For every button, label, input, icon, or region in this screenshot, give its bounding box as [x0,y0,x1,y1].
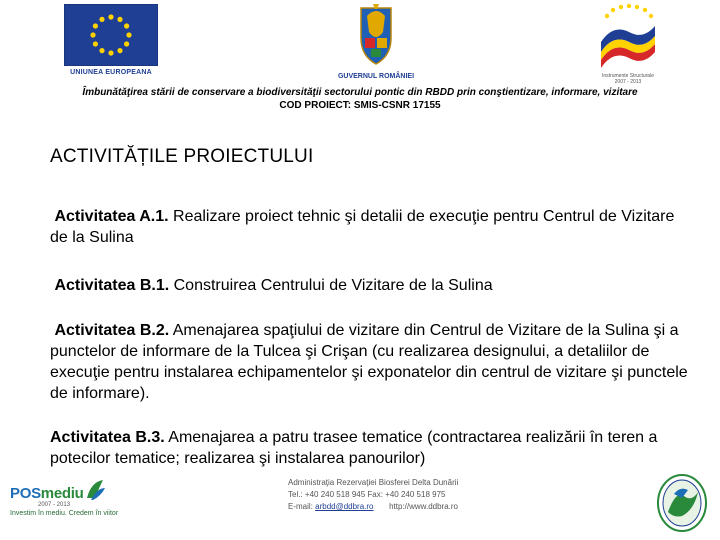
activity-label: Activitatea B.2. [54,322,170,339]
gov-caption: GUVERNUL ROMÂNIEI [337,73,415,80]
posmediu-wordmark [10,485,83,502]
structural-instruments-logo [588,2,668,88]
project-title: Îmbunătăţirea stării de conservare a biodiversităţii sectorului pontic din RBDD prin conştientizare, informare, vizitare [82,87,638,98]
posmediu-slogan: Investim în mediu. Credem în viitor [10,510,119,517]
posmediu-mediu: mediu [40,485,84,502]
activity-text: Amenajarea spaţiului de vizitare din Centrul de Vizitare de la Sulina şi a punctelor de informare de la Tulcea şi Crişan (cu realizarea designului, a detaliilor de execuţie pentru instalarea echipamentelor şi exponatelor din centrul de vizitare şi punctele de informare). [50,322,688,402]
activity-text: Amenajarea a patru trasee tematice (contractarea realizării în teren a potecilor tematice; realizarea şi instalarea panourilor) [50,429,658,467]
gov-logo [326,2,426,82]
romania-coat-of-arms-icon [353,2,399,66]
posmediu-years: 2007 - 2013 [38,502,71,508]
inst-caption-line1: Instrumente Structurale [602,73,654,79]
structural-instruments-icon [593,2,663,68]
org-name: Administraţia Rezervaţiei Biosferei Delta Dunării [288,478,459,487]
page-title: ACTIVITĂȚILE PROIECTULUI [50,146,314,167]
activity-text: Construirea Centrului de Vizitare de la Sulina [169,277,493,294]
phone-fax: Tel.: +40 240 518 945 Fax: +40 240 518 975 [288,490,446,499]
activity-a1 [50,206,690,248]
activity-b1 [50,275,690,296]
activity-label: Activitatea A.1. [54,208,169,225]
email-website [288,501,458,513]
website-link[interactable]: http://www.ddbra.ro [389,502,458,511]
posmediu-logo [10,478,140,538]
project-code: COD PROIECT: SMIS-CSNR 17155 [279,100,441,111]
ddbra-logo-icon [654,472,710,534]
posmediu-pos: POS [10,485,41,502]
footer-contact [288,477,458,513]
inst-caption-line2: 2007 - 2013 [614,79,642,85]
activity-b3 [50,427,690,469]
ddbra-logo [654,472,710,534]
activity-text: Realizare proiect tehnic şi detalii de execuţie pentru Centrul de Vizitare de la Sulina [50,208,675,246]
eu-caption: UNIUNEA EUROPEANA [70,69,152,76]
eu-stars-icon [65,5,157,65]
posmediu-logo-icon [83,478,107,502]
email-prefix: E-mail: [288,502,316,511]
activity-label: Activitatea B.3. [50,429,165,446]
eu-logo [64,4,158,80]
eu-flag-icon [64,4,158,66]
activity-label: Activitatea B.1. [54,277,170,294]
email-link[interactable]: arbdd@ddbra.ro [315,502,374,511]
activity-b2 [50,320,690,404]
